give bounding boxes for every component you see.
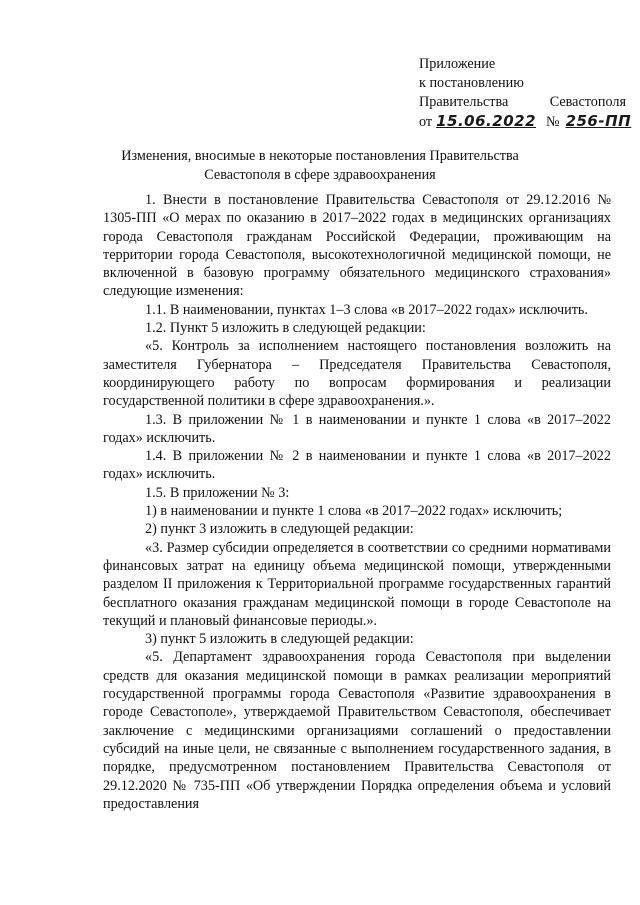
handwritten-number: 256-ПП (565, 112, 632, 130)
paragraph: 1.1. В наименовании, пунктах 1–3 слова «в 2017–2022 годах» исключить. (145, 301, 588, 318)
paragraph: «5. Департамент здравоохранения города Севастополя при выделении средств для оказания медицинской помощи в рамках реализации мероприятий государственной программы города Севастополя «Развитие здравоохранения в городе Севастополе», утверждаемой Правительством Севастополя, обеспечивает заключение с медицинскими организациями соглашений о предоставлении субсидий на иные цели, не связанные с выполнением государственного задания, в порядке, предусмотренном постановлением Правительства Севастополя от 29.12.2020 № 735-ПП «Об утверждении Порядка определения объема и условий предоставления (103, 649, 611, 812)
document-body (103, 191, 611, 813)
handwritten-date: 15.06.2022 (436, 112, 537, 130)
title-line-2: Севастополя в сфере здравоохранения (204, 167, 436, 183)
paragraph: 1.5. В приложении № 3: (145, 484, 290, 501)
annex-label: Приложение (419, 56, 496, 72)
annex-header (419, 55, 632, 132)
annex-from-label: от (419, 114, 433, 130)
paragraph: 3) пункт 5 изложить в следующей редакции: (145, 631, 414, 648)
annex-date-number-line (419, 112, 632, 132)
document-title (120, 147, 520, 185)
paragraph: 1) в наименовании и пункте 1 слова «в 2017–2022 годах» исключить; (145, 503, 563, 520)
paragraph: 1.2. Пункт 5 изложить в следующей редакции: (145, 320, 426, 337)
title-line-1: Изменения, вносимые в некоторые постановления Правительства (121, 148, 519, 164)
annex-to-resolution: к постановлению (419, 75, 524, 91)
annex-city: Севастополя (549, 94, 626, 110)
annex-government-line (419, 93, 626, 112)
paragraph: 1. Внести в постановление Правительства Севастополя от 29.12.2016 № 1305-ПП «О мерах по оказанию в 2017–2022 годах в медицинских организациях города Севастополя гражданам Российской Федерации, проживающим на территории города Севастополя, высокотехнологичной медицинской помощи, не включенной в базовую программу обязательного медицинского страхования» следующие изменения: (103, 192, 611, 300)
paragraph: 2) пункт 3 изложить в следующей редакции: (145, 521, 414, 538)
annex-government: Правительства (419, 94, 509, 110)
annex-number-label: № (546, 114, 560, 130)
paragraph: «3. Размер субсидии определяется в соответствии со средними нормативами финансовых затрат на единицу объема медицинской помощи, утвержденными разделом II приложения к Территориальной программе государственных гарантий бесплатного оказания гражданам медицинской помощи в городе Севастополе на текущий и плановый финансовые периоды.». (103, 539, 611, 629)
paragraph: 1.4. В приложении № 2 в наименовании и пункте 1 слова «в 2017–2022 годах» исключить. (103, 448, 611, 483)
paragraph: 1.3. В приложении № 1 в наименовании и пункте 1 слова «в 2017–2022 годах» исключить. (103, 411, 611, 446)
paragraph: «5. Контроль за исполнением настоящего постановления возложить на заместителя Губернатора – Председателя Правительства Севастополя, координирующего работу по вопросам формирования и реализации государственной политики в сфере здравоохранения.». (103, 338, 611, 410)
